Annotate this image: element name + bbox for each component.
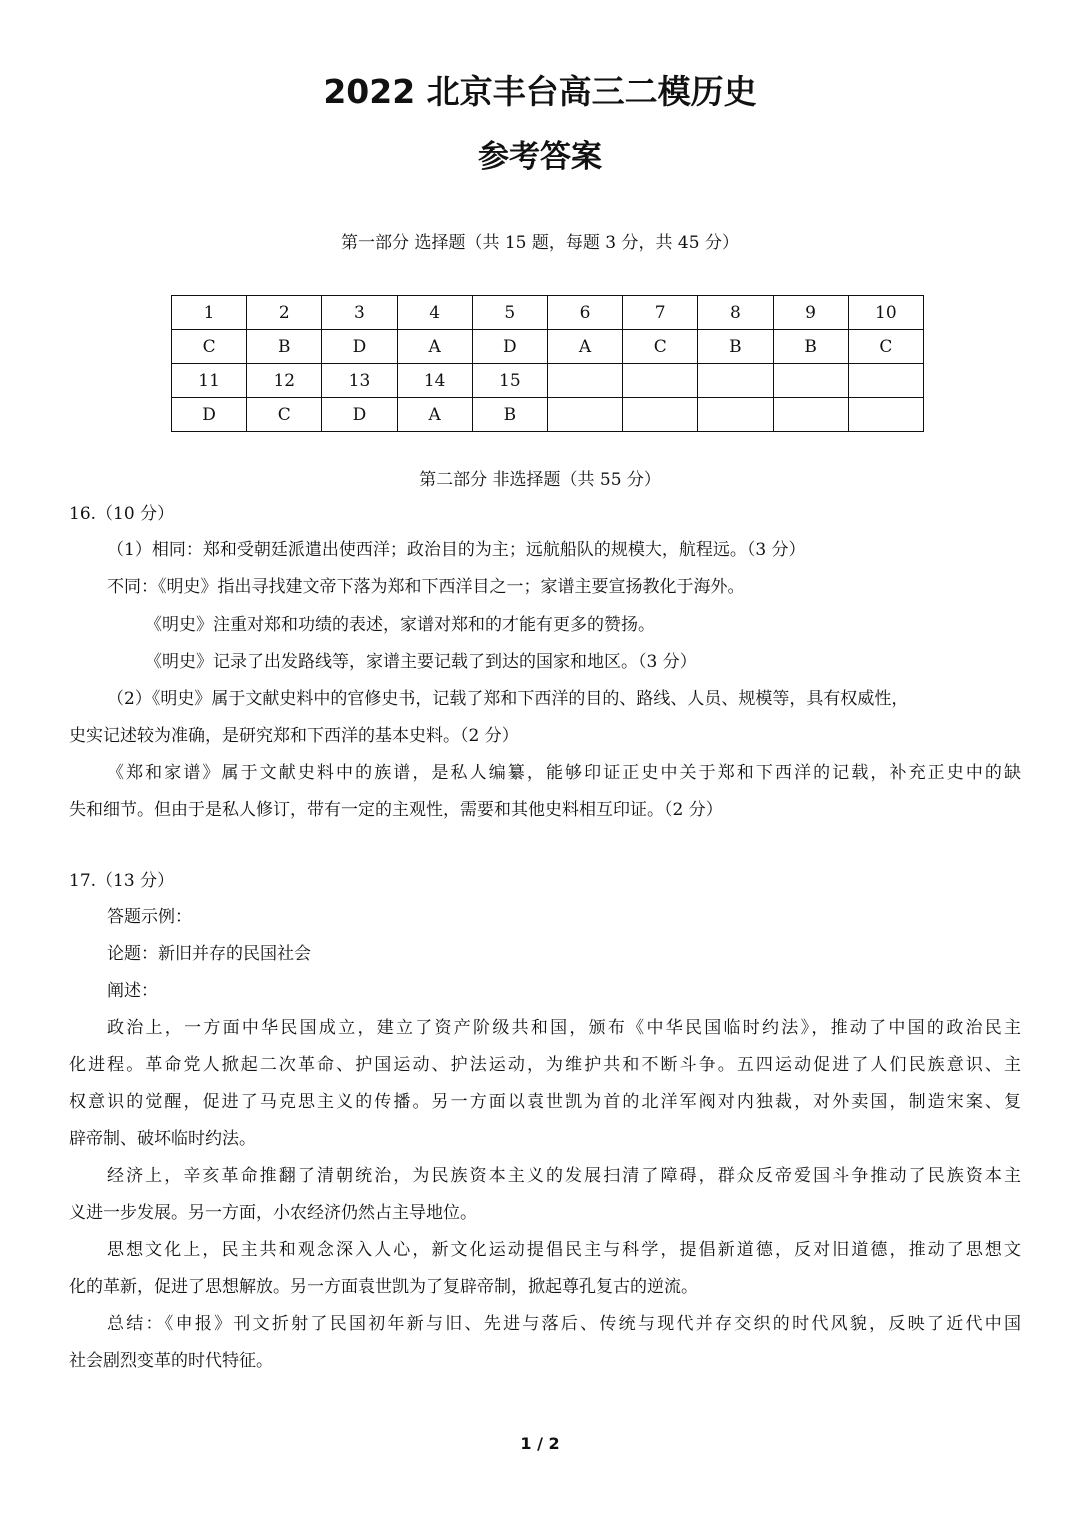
q17-line: 辟帝制、破坏临时约法。 <box>69 1129 256 1149</box>
q17-line: 经济上，辛亥革命推翻了清朝统治，为民族资本主义的发展扫清了障碍，群众反帝爱国斗争推动了民族资本主 <box>107 1166 1021 1186</box>
question-number-cell: 4 <box>397 296 472 330</box>
answer-cell <box>698 398 773 432</box>
q17-line: 化的革新，促进了思想解放。另一方面袁世凯为了复辟帝制，掀起尊孔复古的逆流。 <box>69 1277 698 1297</box>
q16-line: 《明史》记录了出发路线等，家谱主要记载了到达的国家和地区。（3 分） <box>145 652 697 672</box>
answer-cell: B <box>472 398 547 432</box>
question-number-cell: 12 <box>247 364 322 398</box>
question-number-cell: 14 <box>397 364 472 398</box>
page-number: 1 / 2 <box>520 1434 560 1453</box>
question-number-cell <box>623 364 698 398</box>
q16-line: 失和细节。但由于是私人修订，带有一定的主观性，需要和其他史料相互印证。（2 分） <box>69 800 723 820</box>
q16-line: 不同：《明史》指出寻找建文帝下落为郑和下西洋目之一；家谱主要宣扬教化于海外。 <box>107 577 745 597</box>
answer-cell: D <box>172 398 247 432</box>
answer-table <box>171 295 924 432</box>
question-number-cell: 15 <box>472 364 547 398</box>
question-number-row <box>172 364 924 398</box>
q17-line: 社会剧烈变革的时代特征。 <box>69 1351 273 1371</box>
question-number-cell: 13 <box>322 364 397 398</box>
part1-heading: 第一部分 选择题（共 15 题，每题 3 分，共 45 分） <box>341 233 739 253</box>
question-number-cell: 5 <box>472 296 547 330</box>
question-number-cell <box>547 364 622 398</box>
q16-line: （1）相同：郑和受朝廷派遣出使西洋；政治目的为主；远航船队的规模大，航程远。（3 分） <box>107 540 806 560</box>
q17-line: 化进程。革命党人掀起二次革命、护国运动、护法运动，为维护共和不断斗争。五四运动促进了人们民族意识、主 <box>69 1055 1021 1075</box>
answer-cell: D <box>472 330 547 364</box>
q17-line: 政治上，一方面中华民国成立，建立了资产阶级共和国，颁布《中华民国临时约法》，推动了中国的政治民主 <box>107 1018 1021 1038</box>
answer-cell: B <box>773 330 848 364</box>
answer-cell: A <box>397 398 472 432</box>
answer-cell: C <box>172 330 247 364</box>
question-number-cell <box>773 364 848 398</box>
question-number-cell: 7 <box>623 296 698 330</box>
question-number-cell: 10 <box>848 296 923 330</box>
answer-cell <box>547 398 622 432</box>
answer-cell: A <box>397 330 472 364</box>
q16-line: 《郑和家谱》属于文献史料中的族谱，是私人编纂，能够印证正史中关于郑和下西洋的记载，补充正史中的缺 <box>107 763 1021 783</box>
answer-cell: C <box>247 398 322 432</box>
question-number-row <box>172 296 924 330</box>
answer-cell: B <box>698 330 773 364</box>
q17-heading: 17.（13 分） <box>69 871 175 891</box>
q17-line: 答题示例： <box>107 907 192 927</box>
answer-cell: D <box>322 398 397 432</box>
q16-line: 《明史》注重对郑和功绩的表述，家谱对郑和的才能有更多的赞扬。 <box>145 615 655 635</box>
answer-cell <box>623 398 698 432</box>
q16-line: 史实记述较为准确，是研究郑和下西洋的基本史料。（2 分） <box>69 726 519 746</box>
answer-cell: B <box>247 330 322 364</box>
q17-line: 总结：《申报》刊文折射了民国初年新与旧、先进与落后、传统与现代并存交织的时代风貌，反映了近代中国 <box>107 1314 1021 1334</box>
question-number-cell <box>848 364 923 398</box>
answer-cell: A <box>547 330 622 364</box>
answer-cell: C <box>623 330 698 364</box>
q16-line: （2）《明史》属于文献史料中的官修史书，记载了郑和下西洋的目的、路线、人员、规模等，具有权威性， <box>107 689 909 709</box>
answer-row <box>172 398 924 432</box>
document-subtitle: 参考答案 <box>478 139 602 175</box>
question-number-cell: 1 <box>172 296 247 330</box>
question-number-cell: 11 <box>172 364 247 398</box>
q17-line: 论题：新旧并存的民国社会 <box>107 944 311 964</box>
q16-heading: 16.（10 分） <box>69 504 175 524</box>
answer-cell: C <box>848 330 923 364</box>
question-number-cell: 8 <box>698 296 773 330</box>
question-number-cell: 2 <box>247 296 322 330</box>
q17-line: 义进一步发展。另一方面，小农经济仍然占主导地位。 <box>69 1203 477 1223</box>
q17-line: 思想文化上，民主共和观念深入人心，新文化运动提倡民主与科学，提倡新道德，反对旧道德，推动了思想文 <box>107 1240 1021 1260</box>
answer-cell <box>848 398 923 432</box>
question-number-cell: 6 <box>547 296 622 330</box>
answer-cell: D <box>322 330 397 364</box>
answer-cell <box>773 398 848 432</box>
document-title: 2022 北京丰台高三二模历史 <box>323 72 757 111</box>
question-number-cell: 9 <box>773 296 848 330</box>
answer-row <box>172 330 924 364</box>
question-number-cell <box>698 364 773 398</box>
q17-line: 阐述： <box>107 981 158 1001</box>
question-number-cell: 3 <box>322 296 397 330</box>
q17-line: 权意识的觉醒，促进了马克思主义的传播。另一方面以袁世凯为首的北洋军阀对内独裁，对外卖国，制造宋案、复 <box>69 1092 1021 1112</box>
part2-heading: 第二部分 非选择题（共 55 分） <box>419 470 661 490</box>
